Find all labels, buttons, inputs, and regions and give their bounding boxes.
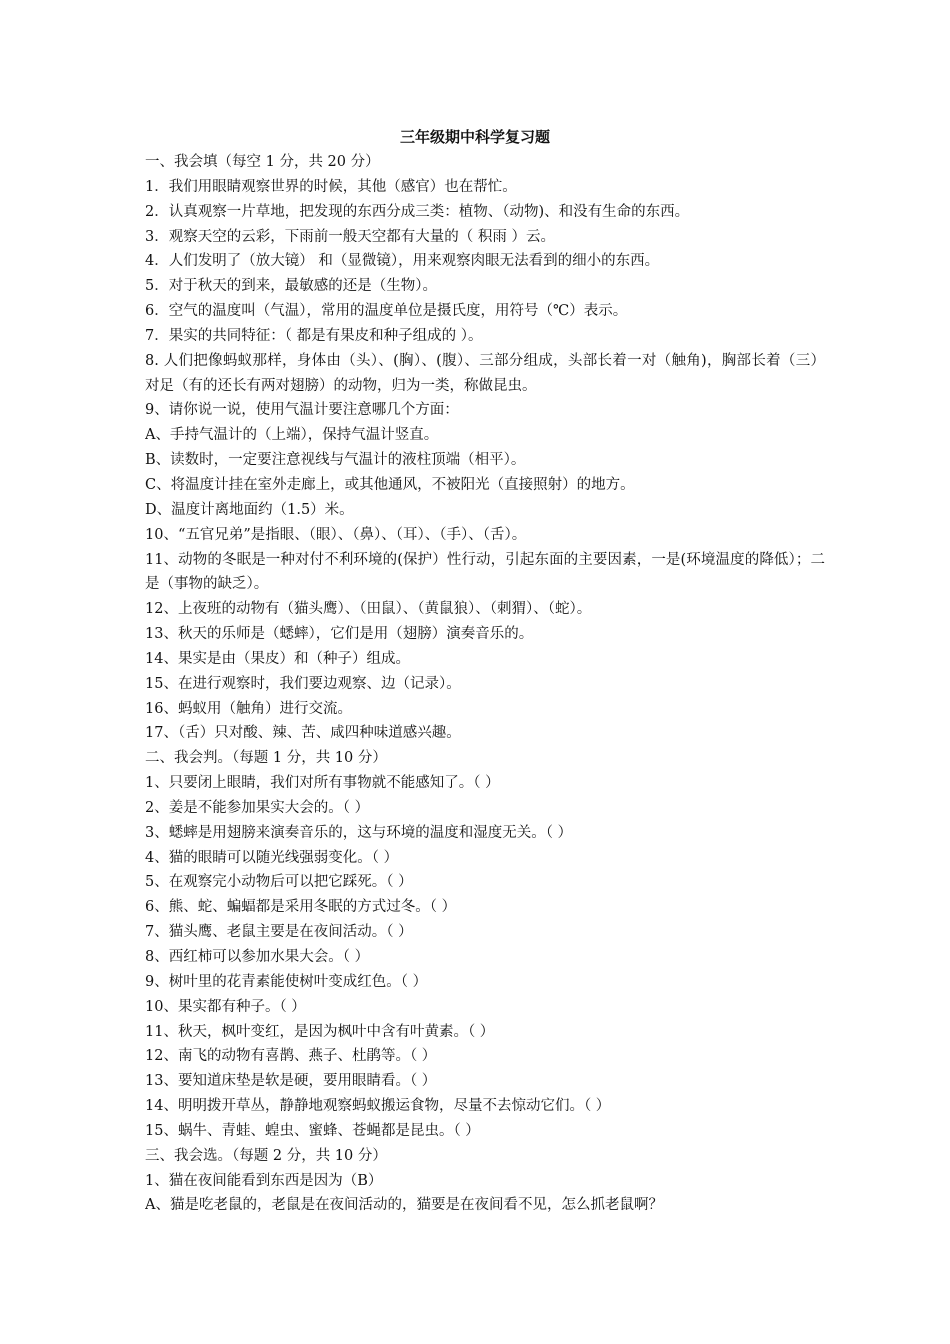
judge-item-10: 10、果实都有种子。（ ） — [145, 998, 306, 1015]
fill-item-9c: C、将温度计挂在室外走廊上，或其他通风，不被阳光（直接照射）的地方。 — [145, 476, 635, 493]
judge-item-9: 9、树叶里的花青素能使树叶变成红色。（ ） — [145, 973, 428, 990]
judge-item-8: 8、西红柿可以参加水果大会。（ ） — [145, 949, 370, 965]
fill-item-10: 10、“五官兄弟”是指眼、（眼）、（鼻）、（耳）、（手）、（舌）。 — [145, 526, 527, 543]
fill-item-11: 11、动物的冬眠是一种对付不利环境的(保护）性行动，引起东面的主要因素，一是(环境温度的降低）；二是（事物的缺乏）。 — [145, 551, 825, 593]
fill-item-7: 7．果实的共同特征：（ 都是有果皮和种子组成的 ）。 — [145, 327, 483, 344]
section-2-heading: 二、我会判。（每题 1 分，共 10 分） — [145, 750, 387, 767]
fill-item-9b: B、读数时，一定要注意视线与气温计的液柱顶端（相平）。 — [145, 452, 526, 469]
judge-item-1: 1、只要闭上眼睛，我们对所有事物就不能感知了。（ ） — [145, 775, 500, 792]
judge-item-3: 3、蟋蟀是用翅膀来演奏音乐的，这与环境的温度和湿度无关。（ ） — [145, 824, 573, 841]
judge-item-11: 11、秋天，枫叶变红，是因为枫叶中含有叶黄素。（ ） — [145, 1023, 495, 1040]
fill-item-9d: D、温度计离地面约（1.5）米。 — [145, 501, 354, 518]
fill-item-2: 2．认真观察一片草地，把发现的东西分成三类：植物、（动物)、和没有生命的东西。 — [145, 203, 690, 220]
fill-item-13: 13、秋天的乐师是（蟋蟀），它们是用（翅膀）演奏音乐的。 — [145, 626, 534, 643]
judge-item-7: 7、猫头鹰、老鼠主要是在夜间活动。（ ） — [145, 924, 413, 941]
fill-item-5: 5．对于秋天的到来，最敏感的还是（生物）。 — [145, 278, 437, 295]
document-title: 三年级期中科学复习题 — [399, 128, 550, 146]
document-page — [145, 124, 825, 1218]
judge-item-15: 15、蜗牛、青蛙、蝗虫、蜜蜂、苍蝇都是昆虫。（ ） — [145, 1122, 480, 1139]
fill-item-9: 9、请你说一说，使用气温计要注意哪几个方面： — [145, 402, 459, 419]
fill-item-9a: A、手持气温计的（上端），保持气温计竖直。 — [145, 427, 439, 444]
choice-item-1-option-a: A、猫是吃老鼠的，老鼠是在夜间活动的，猫要是在夜间看不见，怎么抓老鼠啊？ — [145, 1197, 663, 1214]
judge-item-4: 4、猫的眼睛可以随光线强弱变化。（ ） — [145, 849, 399, 866]
fill-item-3: 3．观察天空的云彩，下雨前一般天空都有大量的（ 积雨 ）云。 — [145, 228, 555, 245]
judge-item-6: 6、熊、蛇、蝙蝠都是采用冬眠的方式过冬。（ ） — [145, 899, 457, 916]
fill-item-1: 1．我们用眼睛观察世界的时候，其他（感官）也在帮忙。 — [145, 178, 517, 195]
fill-item-12: 12、上夜班的动物有（猫头鹰）、（田鼠）、（黄鼠狼）、（刺猬）、（蛇）。 — [145, 601, 592, 618]
judge-item-12: 12、南飞的动物有喜鹊、燕子、杜鹃等。（ ） — [145, 1048, 437, 1065]
judge-item-5: 5、在观察完小动物后可以把它踩死。（ ） — [145, 874, 413, 891]
judge-item-2: 2、姜是不能参加果实大会的。（ ） — [145, 799, 370, 816]
fill-item-14: 14、果实是由（果皮）和（种子）组成。 — [145, 650, 410, 667]
fill-item-4: 4．人们发明了（放大镜） 和（显微镜），用来观察肉眼无法看到的细小的东西。 — [145, 253, 660, 270]
judge-item-13: 13、要知道床垫是软是硬，要用眼睛看。（ ） — [145, 1073, 437, 1090]
fill-item-6: 6．空气的温度叫（气温），常用的温度单位是摄氏度，用符号（℃）表示。 — [145, 303, 628, 320]
fill-item-8: 8. 人们把像蚂蚁那样，身体由（头）、(胸）、(腹）、三部分组成，头部长着一对（触角)，胸部长着（三）对足（有的还长有两对翅膀）的动物，归为一类，称做昆虫。 — [145, 352, 825, 394]
fill-item-16: 16、蚂蚁用（触角）进行交流。 — [145, 700, 352, 717]
section-3-heading: 三、我会选。（每题 2 分，共 10 分） — [145, 1147, 387, 1164]
fill-item-17: 17、（舌）只对酸、辣、苦、咸四种味道感兴趣。 — [145, 725, 461, 742]
section-1-heading: 一、我会填（每空 1 分，共 20 分） — [145, 154, 380, 170]
judge-item-14: 14、明明拨开草丛，静静地观察蚂蚁搬运食物，尽量不去惊动它们。（ ） — [145, 1098, 611, 1115]
fill-item-15: 15、在进行观察时，我们要边观察、边（记录）。 — [145, 675, 461, 692]
choice-item-1: 1、猫在夜间能看到东西是因为（B） — [145, 1172, 383, 1189]
